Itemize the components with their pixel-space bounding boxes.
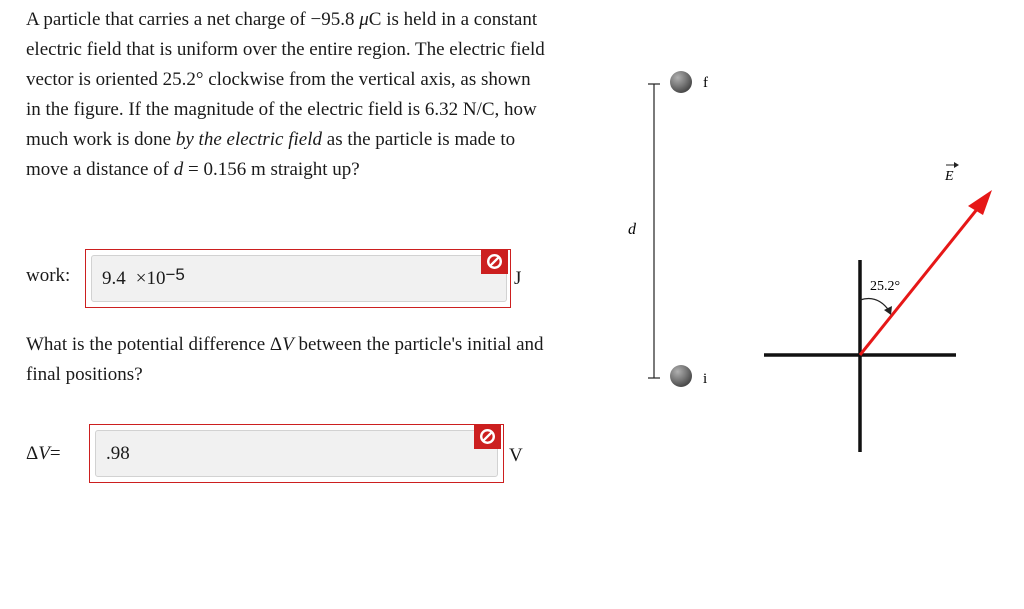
q2-v-symbol: V xyxy=(282,334,294,355)
work-mantissa: 9.4 xyxy=(102,267,126,289)
dv-v: V xyxy=(38,443,50,464)
field-label: E xyxy=(945,169,954,184)
distance-symbol: d xyxy=(173,159,184,180)
q2-text-b: between the particle's initial and final positions? xyxy=(26,334,544,385)
electric-field-arrow xyxy=(860,190,992,355)
initial-position-particle xyxy=(670,365,692,387)
initial-label: i xyxy=(703,371,708,387)
work-unit: J xyxy=(514,268,522,289)
distance-label: d xyxy=(628,221,636,238)
problem-text-2: C is held in a constant electric field that is uniform over the entire region. The electric field vector is oriented 25.2° clockwise from the vertical axis, as shown in the figure. If the magnitude of the electric field is 6.32 N/C, how much work is done xyxy=(26,9,545,150)
work-times-ten: ×10 xyxy=(135,267,166,289)
problem-text-3: as the particle is made to move a distance of xyxy=(26,129,516,180)
vector-arrow-icon xyxy=(946,162,959,168)
coordinate-axes xyxy=(764,260,956,452)
q2-text-a: What is the potential difference Δ xyxy=(26,334,283,355)
distance-bracket xyxy=(648,84,660,378)
dv-unit: V xyxy=(509,445,523,466)
final-label: f xyxy=(703,75,708,91)
dv-eq: = xyxy=(49,443,61,464)
problem-emphasis: by the electric field xyxy=(175,129,323,150)
work-label: work: xyxy=(26,265,71,286)
dv-delta: Δ xyxy=(26,443,39,464)
problem-text-4: = 0.156 m straight up? xyxy=(183,159,360,180)
dv-value: .98 xyxy=(106,442,130,464)
work-exponent: −5 xyxy=(165,264,185,284)
problem-text-1: A particle that carries a net charge of −95.8 xyxy=(26,9,360,30)
angle-label: 25.2° xyxy=(870,279,901,294)
angle-arrowhead xyxy=(884,306,892,315)
final-position-particle xyxy=(670,71,692,93)
mu-symbol: μ xyxy=(359,9,369,30)
